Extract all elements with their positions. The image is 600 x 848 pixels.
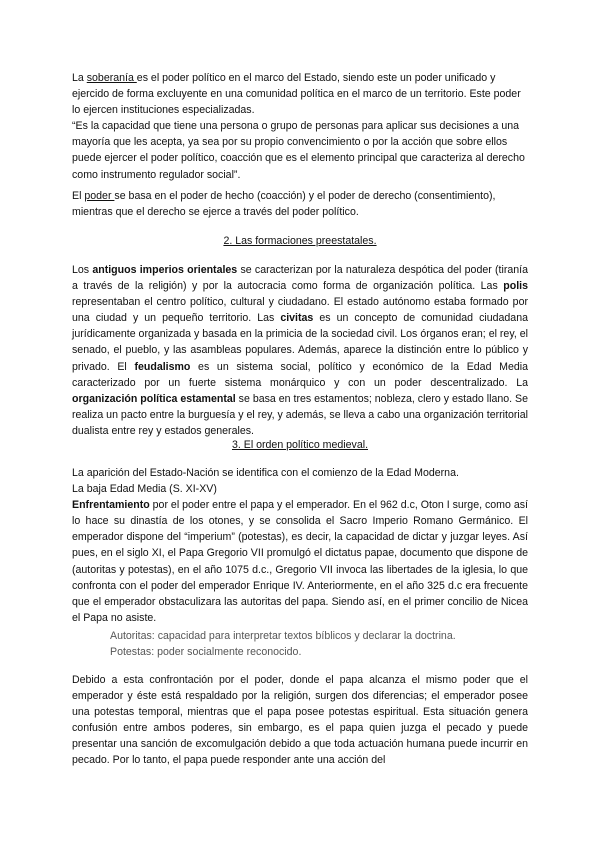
text-run: Debido a esta confrontación por el poder, donde el papa alcanza el mismo poder que el emperador y éste está respaldado por la religión, surgen dos diferencias; el emperador posee una potestas temporal, mientras que el papa posee potestas espiritual. Esta situación genera confusión entre ambos poderes, sin embargo, es el papa quien juzga el pecado y puede presentar una sanción de excomulgación debido a que toda actuación humana puede incurrir en pecado. Por lo tanto, el papa puede responder ante una acción del	[72, 674, 528, 767]
bold-term: feudalismo	[134, 360, 191, 373]
paragraph-confrontation	[72, 672, 528, 769]
term-soberania: soberanía	[86, 72, 137, 84]
text-run: La	[72, 72, 87, 84]
text-run: representaban el centro político, cultural y ciudadano. El estado autónomo estaba formado por una ciudad y un pequeño territorio. Las	[72, 296, 528, 325]
definitions-note	[72, 628, 566, 660]
bold-term: polis	[503, 280, 528, 293]
bold-term: organización política estamental	[72, 392, 236, 405]
paragraph-preestatales	[72, 262, 528, 439]
text-run: por el poder entre el papa y el emperador. En el 962 d.c, Oton I surge, como así lo hace su dinastía de los otones, y se consolida el Sacro Imperio Romano Germánico. El emperador dispone del “imperium” (potestas), es decir, la capacidad de dictar y juzgar leyes. Así pues, en el siglo XI, el Papa Gregorio VII promulgó el dictatus papae, documento que dispone de (autoritas y potestas), en el año 1075 d.c., Gregorio VII invoca las libertades de la iglesia, lo que confronta con el poder del emperador Enrique IV. Anteriormente, en el año 325 d.c era frecuente que el emperador obstaculizara las autoritas del papa. Siendo así, en el primer concilio de Nicea el Papa no asiste.	[72, 499, 528, 624]
section-heading-3: 3. El orden político medieval.	[231, 439, 369, 451]
text-run: Los	[72, 264, 93, 276]
text-run: es el poder político en el marco del Estado, siendo este un poder unificado y ejercido de forma excluyente en una comunidad política en el marco de un territorio. Este poder lo ejercen instituciones especializadas.	[72, 72, 521, 117]
bold-term: antiguos imperios orientales	[92, 264, 238, 276]
text-run: es un concepto de comunidad ciudadana jurídicamente organizada y basada en la primicia de la sociedad civil. Los órganos eran; el rey, el senado, el pueblo, y las asambleas populares. Además, aparece la distinción entre lo público y privado. El	[72, 312, 528, 373]
term-poder: poder	[84, 190, 115, 202]
text-run: se basa en el poder de hecho (coacción) y el poder de derecho (consentimiento), mientras que el derecho se ejerce a través del poder político.	[72, 190, 496, 219]
section-heading-2: 2. Las formaciones preestatales.	[223, 235, 377, 247]
text-line: La aparición del Estado-Nación se identifica con el comienzo de la Edad Moderna.	[72, 467, 459, 479]
text-run: es un sistema social, político y económico de la Edad Media caracterizado por un fuerte sistema monárquico y con un poder descentralizado. La	[72, 360, 528, 389]
paragraph-medieval	[72, 465, 528, 626]
paragraph-power	[72, 188, 528, 220]
bold-term: Enfrentamiento	[72, 499, 150, 512]
bold-term: civitas	[280, 312, 314, 325]
text-line: La baja Edad Media (S. XI-XV)	[72, 483, 217, 496]
text-run: se caracterizan por la naturaleza despótica del poder (tiranía a través de la religión) y por la autocracia como forma de organización política. Las	[72, 264, 528, 293]
text-run: se basa en tres estamentos; nobleza, clero y estado llano. Se realiza un pacto entre la burguesía y el rey, y además, se lleva a cabo una organización territorial dualista entre rey y estados generales.	[72, 392, 529, 437]
definition-autoritas: Autoritas: capacidad para interpretar textos bíblicos y declarar la doctrina.	[110, 630, 456, 642]
quote: “Es la capacidad que tiene una persona o grupo de personas para aplicar sus decisiones a una mayoría que les acepta, ya sea por su propio convencimiento o por la acción que sobre ellos puede ejercer el poder político, coacción que es el elemento principal que caracteriza al derecho como instrumento regulador social”.	[72, 120, 525, 181]
paragraph-sovereignty	[72, 70, 528, 183]
definition-potestas: Potestas: poder socialmente reconocido.	[110, 646, 302, 659]
text-run: El	[72, 190, 85, 202]
